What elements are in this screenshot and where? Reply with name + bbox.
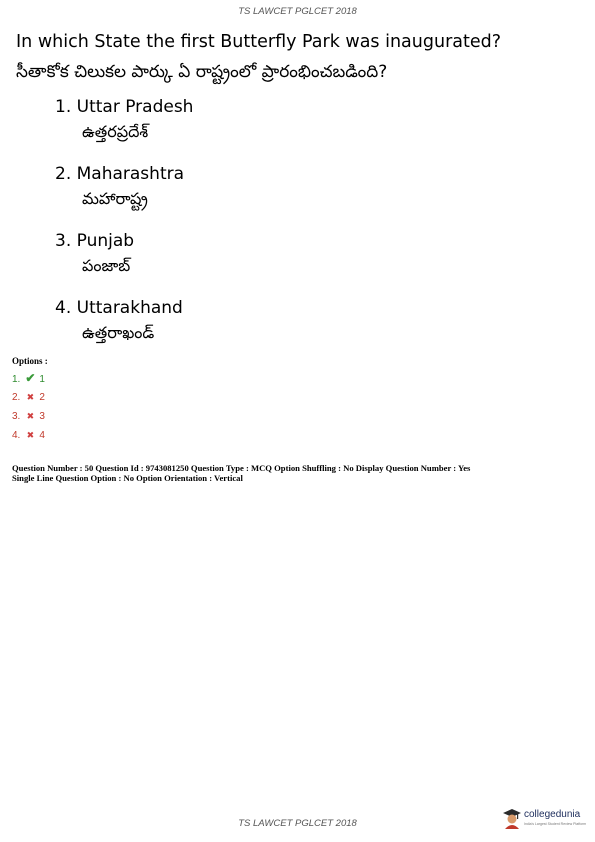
option-item xyxy=(12,390,45,409)
choice-english: 3. Punjab xyxy=(55,231,135,251)
graduate-icon xyxy=(502,807,522,829)
cross-icon: ✖ xyxy=(26,411,35,421)
option-number: 3. xyxy=(12,411,21,422)
choice-list xyxy=(55,95,575,363)
question-english: In which State the first Butterfly Park was inaugurated? xyxy=(16,32,502,52)
question-metadata xyxy=(12,463,587,483)
choice-english: 4. Uttarakhand xyxy=(55,298,183,318)
check-icon: ✔ xyxy=(25,371,36,385)
options-title: Options : xyxy=(12,356,48,366)
option-value: 4 xyxy=(39,430,45,441)
logo-text: collegedunia xyxy=(524,809,581,820)
option-list xyxy=(12,371,45,447)
option-number: 2. xyxy=(12,392,21,403)
collegedunia-logo xyxy=(500,806,592,832)
option-item xyxy=(12,409,45,428)
option-value: 3 xyxy=(39,411,45,422)
choice-1 xyxy=(55,95,575,162)
metadata-line-1: Question Number : 50 Question Id : 9743081250 Question Type : MCQ Option Shuffling : No Display Question Number : Yes xyxy=(12,463,471,473)
page-header: TS LAWCET PGLCET 2018 xyxy=(238,6,357,17)
option-item xyxy=(12,428,45,447)
choice-telugu: ఉత్తరప్రదేశ్ xyxy=(82,122,149,141)
option-number: 4. xyxy=(12,430,21,441)
question-telugu: సీతాకోక చిలుకల పార్కు ఏ రాష్ట్రంలో ప్రారంభించబడింది? xyxy=(16,62,388,82)
cross-icon: ✖ xyxy=(26,392,35,402)
choice-telugu: పంజాబ్ xyxy=(82,256,131,275)
choice-4 xyxy=(55,296,575,363)
logo-tagline: India's Largest Student Review Platform xyxy=(524,822,587,826)
choice-telugu: మహారాష్ట్ర xyxy=(82,189,148,208)
page-footer: TS LAWCET PGLCET 2018 xyxy=(238,818,357,829)
option-item xyxy=(12,371,45,390)
option-value: 2 xyxy=(39,392,45,403)
choice-3 xyxy=(55,229,575,296)
option-value: 1 xyxy=(39,374,45,385)
choice-english: 1. Uttar Pradesh xyxy=(55,97,194,117)
choice-2 xyxy=(55,162,575,229)
choice-telugu: ఉత్తరాఖండ్ xyxy=(82,323,155,342)
metadata-line-2: Single Line Question Option : No Option Orientation : Vertical xyxy=(12,473,243,483)
cross-icon: ✖ xyxy=(26,430,35,440)
option-number: 1. xyxy=(12,374,21,385)
choice-english: 2. Maharashtra xyxy=(55,164,185,184)
